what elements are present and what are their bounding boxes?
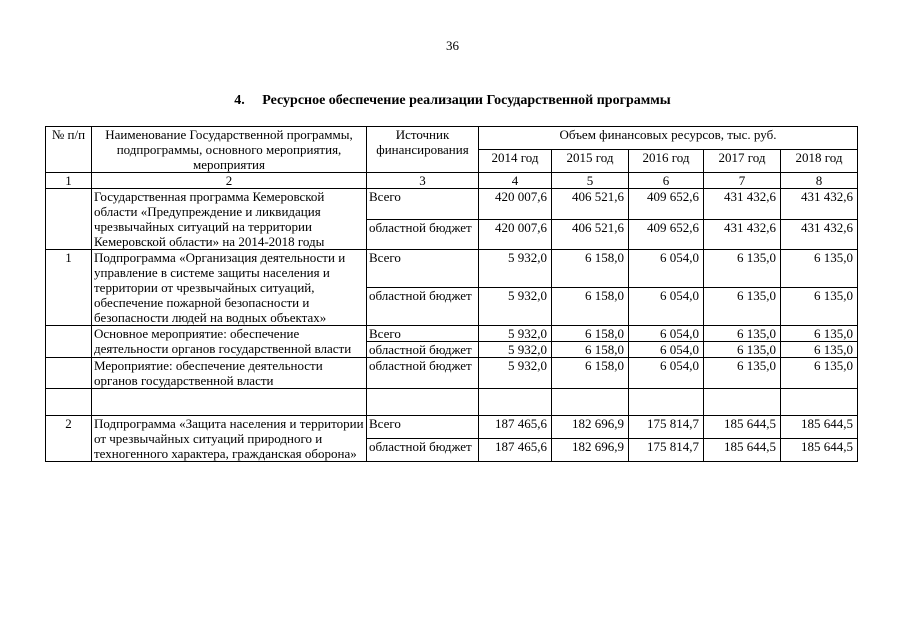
funding-value: 175 814,7 [629, 416, 704, 439]
row-number [46, 358, 92, 389]
funding-value: 185 644,5 [704, 416, 781, 439]
funding-value: 6 158,0 [552, 342, 629, 358]
empty-cell [781, 389, 858, 416]
funding-value: 6 135,0 [704, 250, 781, 288]
empty-cell [92, 389, 367, 416]
funding-value: 409 652,6 [629, 219, 704, 250]
funding-value: 6 158,0 [552, 358, 629, 389]
empty-cell [629, 389, 704, 416]
row-name: Государственная программа Кемеровской области «Предупреждение и ликвидация чрезвычайных ситуаций на территории Кемеровской области» на 2014-2018 годы [92, 189, 367, 250]
funding-source: областной бюджет [367, 358, 479, 389]
header-name: Наименование Государственной программы, подпрограммы, основного мероприятия, мероприятия [92, 127, 367, 173]
funding-source: областной бюджет [367, 439, 479, 462]
funding-value: 6 054,0 [629, 250, 704, 288]
funding-source: Всего [367, 326, 479, 342]
table-row [46, 358, 858, 389]
column-number: 8 [781, 173, 858, 189]
funding-value: 431 432,6 [781, 219, 858, 250]
empty-cell [552, 389, 629, 416]
funding-value: 6 054,0 [629, 342, 704, 358]
funding-value: 6 135,0 [704, 342, 781, 358]
funding-value: 406 521,6 [552, 219, 629, 250]
funding-value: 6 054,0 [629, 358, 704, 389]
funding-value: 6 135,0 [781, 358, 858, 389]
column-number: 7 [704, 173, 781, 189]
column-number: 2 [92, 173, 367, 189]
funding-value: 6 135,0 [704, 288, 781, 326]
empty-cell [704, 389, 781, 416]
funding-value: 182 696,9 [552, 416, 629, 439]
funding-value: 6 054,0 [629, 326, 704, 342]
funding-value: 5 932,0 [479, 358, 552, 389]
funding-value: 185 644,5 [781, 416, 858, 439]
funding-value: 420 007,6 [479, 189, 552, 220]
row-number: 2 [46, 416, 92, 462]
header-year: 2014 год [479, 150, 552, 173]
funding-source: областной бюджет [367, 288, 479, 326]
section-title: Ресурсное обеспечение реализации Государственной программы [262, 93, 671, 108]
funding-value: 5 932,0 [479, 288, 552, 326]
header-year: 2017 год [704, 150, 781, 173]
resource-table [45, 126, 858, 462]
section-number: 4. [234, 93, 245, 108]
row-name: Подпрограмма «Организация деятельности и управление в системе защиты населения и территории от чрезвычайных ситуаций, обеспечение пожарной безопасности и безопасности людей на водных объектах» [92, 250, 367, 326]
empty-cell [367, 389, 479, 416]
funding-value: 185 644,5 [781, 439, 858, 462]
funding-value: 431 432,6 [704, 189, 781, 220]
funding-source: Всего [367, 250, 479, 288]
funding-value: 182 696,9 [552, 439, 629, 462]
funding-value: 409 652,6 [629, 189, 704, 220]
row-number [46, 326, 92, 358]
table-row [46, 189, 858, 220]
funding-value: 420 007,6 [479, 219, 552, 250]
header-year: 2018 год [781, 150, 858, 173]
header-volume: Объем финансовых ресурсов, тыс. руб. [479, 127, 858, 150]
funding-value: 185 644,5 [704, 439, 781, 462]
header-year: 2016 год [629, 150, 704, 173]
funding-source: областной бюджет [367, 219, 479, 250]
column-number: 4 [479, 173, 552, 189]
column-number: 1 [46, 173, 92, 189]
section-heading [0, 93, 905, 109]
funding-value: 6 158,0 [552, 250, 629, 288]
empty-cell [479, 389, 552, 416]
page-number: 36 [446, 38, 459, 53]
funding-value: 6 135,0 [781, 342, 858, 358]
spacer-row [46, 389, 858, 416]
table-row [46, 250, 858, 288]
funding-value: 5 932,0 [479, 250, 552, 288]
header-source: Источник финансирования [367, 127, 479, 173]
funding-value: 6 054,0 [629, 288, 704, 326]
funding-value: 6 135,0 [781, 326, 858, 342]
column-number: 3 [367, 173, 479, 189]
funding-value: 6 135,0 [781, 250, 858, 288]
funding-value: 187 465,6 [479, 416, 552, 439]
funding-source: областной бюджет [367, 342, 479, 358]
funding-value: 175 814,7 [629, 439, 704, 462]
row-number: 1 [46, 250, 92, 326]
funding-value: 431 432,6 [704, 219, 781, 250]
funding-value: 6 135,0 [781, 288, 858, 326]
funding-source: Всего [367, 416, 479, 439]
funding-value: 431 432,6 [781, 189, 858, 220]
funding-value: 187 465,6 [479, 439, 552, 462]
table-row [46, 326, 858, 342]
funding-value: 6 135,0 [704, 326, 781, 342]
column-number: 5 [552, 173, 629, 189]
row-number [46, 189, 92, 250]
empty-cell [46, 389, 92, 416]
funding-value: 5 932,0 [479, 342, 552, 358]
funding-value: 6 158,0 [552, 326, 629, 342]
funding-value: 406 521,6 [552, 189, 629, 220]
funding-value: 6 158,0 [552, 288, 629, 326]
row-name: Мероприятие: обеспечение деятельности органов государственной власти [92, 358, 367, 389]
row-name: Подпрограмма «Защита населения и территории от чрезвычайных ситуаций природного и техногенного характера, гражданская оборона» [92, 416, 367, 462]
funding-source: Всего [367, 189, 479, 220]
header-year: 2015 год [552, 150, 629, 173]
row-name: Основное мероприятие: обеспечение деятельности органов государственной власти [92, 326, 367, 358]
header-num: № п/п [46, 127, 92, 173]
funding-value: 5 932,0 [479, 326, 552, 342]
column-number: 6 [629, 173, 704, 189]
table-row [46, 416, 858, 439]
funding-value: 6 135,0 [704, 358, 781, 389]
